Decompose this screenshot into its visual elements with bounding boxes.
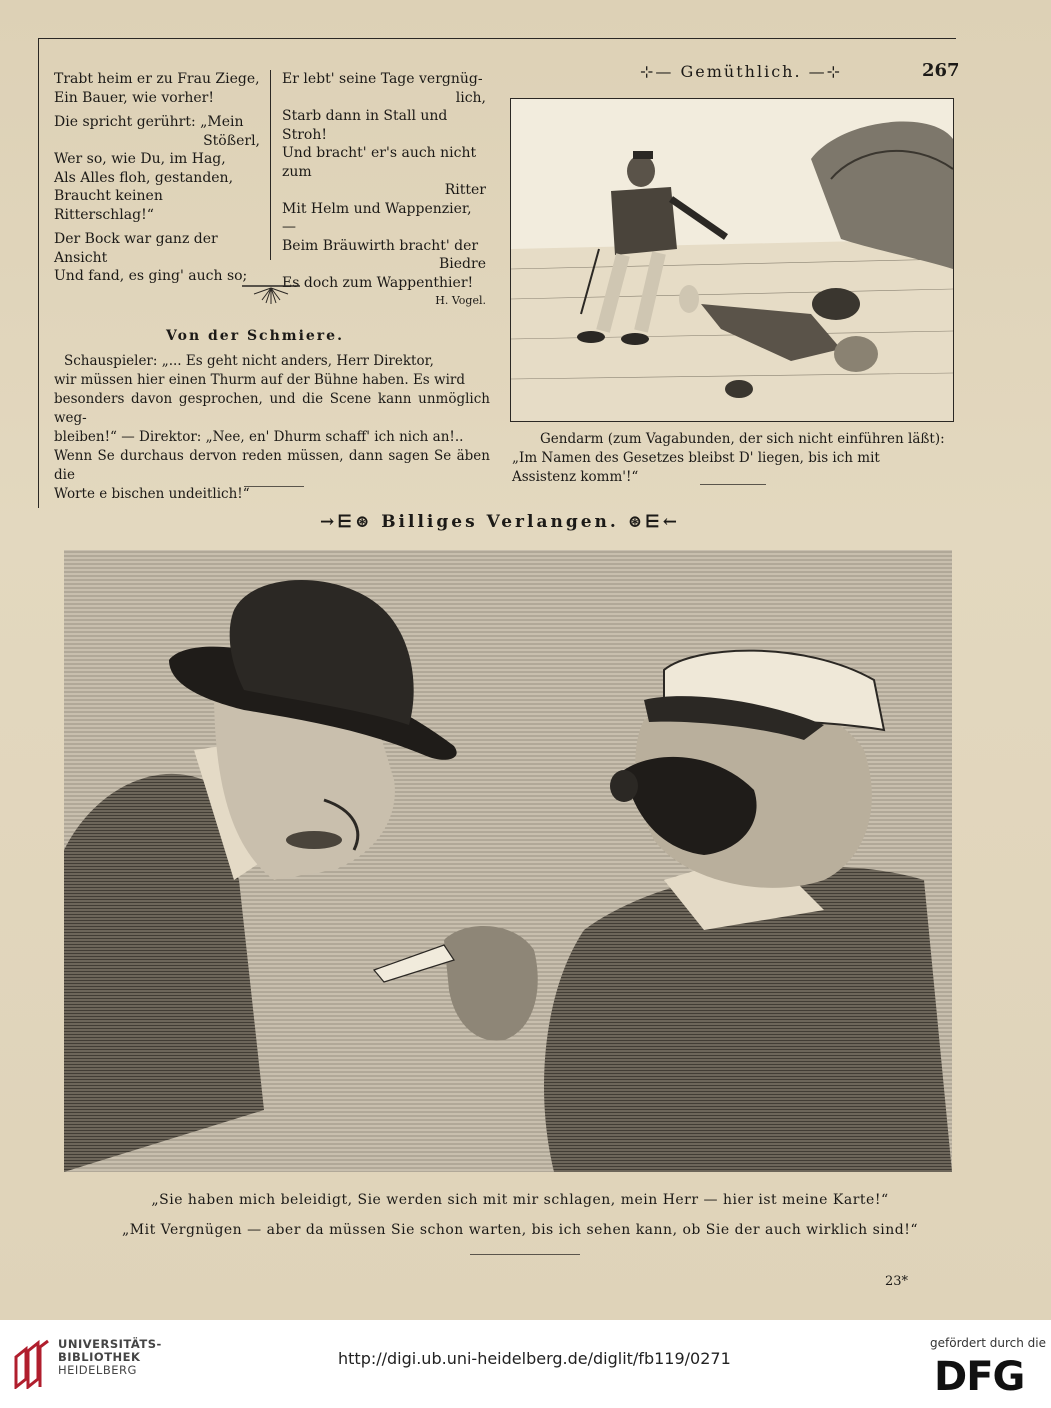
- prose-line: bleiben!“ — Direktor: „Nee, en' Dhurm schaff' ich nich an!..: [54, 429, 464, 445]
- short-rule: [470, 1254, 580, 1255]
- caption-line: Gendarm (zum Vagabunden, der sich nicht einführen läßt):: [540, 431, 945, 447]
- frame-left-rule: [38, 38, 39, 508]
- poem-line: Starb dann in Stall und Stroh!: [282, 108, 448, 143]
- column-divider: [270, 70, 271, 260]
- sunburst-ornament-icon: [242, 284, 300, 308]
- prose-line: Schauspieler: „... Es geht nicht anders, Herr Direktor,: [64, 353, 434, 369]
- dfg-logo[interactable]: DFG: [934, 1354, 1025, 1400]
- poem-line: Mit Helm und Wappenzier, —: [282, 200, 472, 235]
- signature-mark: 23*: [885, 1274, 909, 1289]
- poem-line: lich,: [455, 89, 486, 106]
- prose-line: Wenn Se durchaus dervon reden müssen, dann sagen Se äben die: [54, 448, 490, 483]
- frame-top-rule: [38, 38, 956, 39]
- running-header: [640, 62, 842, 81]
- schmiere-text: [54, 352, 490, 504]
- schmiere-title: Von der Schmiere.: [166, 328, 344, 344]
- ornament-right-icon: ⊛⋿←: [627, 512, 681, 532]
- ornament-right-icon: —⊹: [808, 62, 843, 81]
- poem-line: Beim Bräuwirth bracht' der: [282, 237, 479, 254]
- ornament-left-icon: ⊹—: [640, 62, 674, 81]
- short-rule: [244, 486, 304, 487]
- library-name[interactable]: [58, 1338, 162, 1377]
- ub-heidelberg-logo-icon[interactable]: [12, 1337, 52, 1389]
- poem-line: Als Alles floh, gestanden,: [54, 169, 234, 186]
- poem-line: Der Bock war ganz der Ansicht: [54, 231, 218, 266]
- two-men-drawing-image: [64, 550, 952, 1172]
- ornament-left-icon: →⋿⊛: [319, 512, 382, 532]
- poem-left-column: [54, 70, 260, 286]
- prose-line: besonders davon gesprochen, und die Scene kann unmöglich weg-: [54, 391, 490, 426]
- poem-line: Stößerl,: [203, 132, 260, 149]
- short-rule: [700, 484, 766, 485]
- poem-line: Er lebt' seine Tage vergnüg-: [282, 71, 483, 87]
- poem-author: H. Vogel.: [435, 294, 486, 307]
- billiges-verlangen-illustration: [64, 550, 952, 1172]
- caption-line: Assistenz komm'!“: [512, 469, 639, 485]
- library-name-line: HEIDELBERG: [58, 1363, 137, 1377]
- poem-line: Ein Bauer, wie vorher!: [54, 89, 215, 106]
- poem-line: Wer so, wie Du, im Hag,: [54, 151, 226, 167]
- poem-line: Und bracht' er's auch nicht zum: [282, 145, 477, 180]
- main-caption-line-2: „Mit Vergnügen — aber da müssen Sie schon warten, bis ich sehen kann, ob Sie der auch wirklich sind!“: [122, 1222, 918, 1238]
- library-name-line: UNIVERSITÄTS-: [58, 1337, 162, 1351]
- main-title: Billiges Verlangen.: [381, 512, 619, 532]
- main-caption-line-1: „Sie haben mich beleidigt, Sie werden sich mit mir schlagen, mein Herr — hier ist meine Karte!“: [151, 1192, 889, 1208]
- poem-line: Die spricht gerührt: „Mein: [54, 114, 244, 130]
- permalink-url[interactable]: http://digi.ub.uni-heidelberg.de/diglit/fb119/0271: [338, 1349, 731, 1368]
- gendarm-scene-image: [511, 99, 953, 421]
- poem-line: Es doch zum Wappenthier!: [282, 274, 474, 291]
- funded-by-label: gefördert durch die: [930, 1336, 1046, 1350]
- library-name-line: BIBLIOTHEK: [58, 1350, 141, 1364]
- poem-right-column: [282, 70, 486, 311]
- gendarm-illustration: [510, 98, 954, 422]
- main-title-block: [0, 512, 1000, 532]
- prose-line: wir müssen hier einen Thurm auf der Bühne haben. Es wird: [54, 372, 465, 388]
- poem-line: Ritter: [444, 182, 486, 198]
- poem-line: Und fand, es ging' auch so;: [54, 268, 248, 284]
- prose-line: Worte e bischen undeitlich!“: [54, 486, 250, 502]
- page-number: 267: [922, 60, 960, 81]
- poem-line: Biedre: [439, 256, 486, 272]
- poem-line: Braucht keinen Ritterschlag!“: [54, 188, 163, 223]
- gendarm-caption: [512, 430, 956, 487]
- caption-line: „Im Namen des Gesetzes bleibst D' liegen, bis ich mit: [512, 450, 880, 466]
- header-title: Gemüthlich.: [680, 62, 802, 81]
- poem-line: Trabt heim er zu Frau Ziege,: [54, 71, 260, 87]
